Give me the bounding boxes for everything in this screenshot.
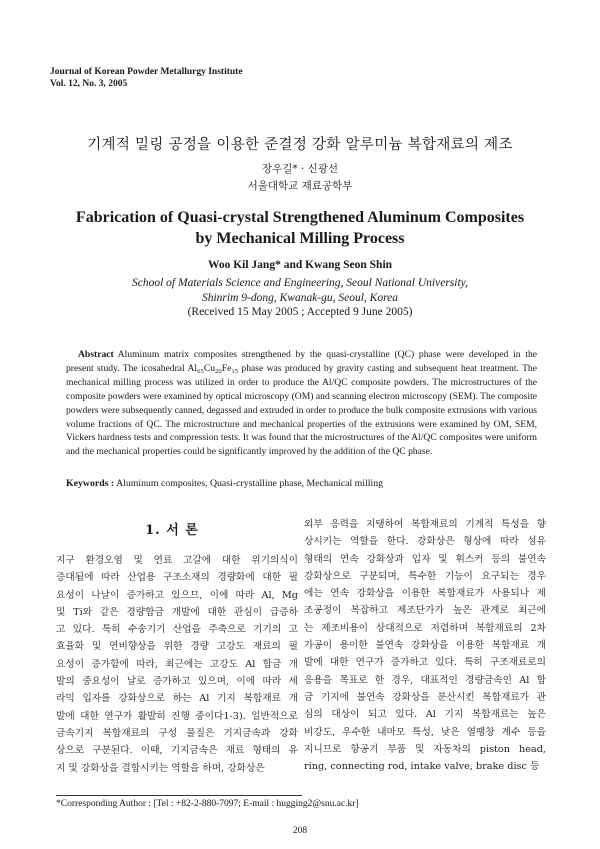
body-text-line: 지니므로 항공기 부품 및 자동차의 piston head, <box>304 743 546 755</box>
body-column-left <box>56 552 298 777</box>
english-affiliation <box>0 276 600 306</box>
keywords-text: Aluminum composites, Quasi-crystalline phase, Mechanical milling <box>114 478 383 489</box>
body-text-line: 가공이 용이한 불연속 강화상을 이용한 복합재료 개 <box>304 640 546 652</box>
body-text-line: 외부 응력을 지탱하여 복합재료의 기계적 특성을 향 <box>304 519 546 530</box>
body-text-line: 요성이 증가함에 따라, 최근에는 고강도 Al 합금 개 <box>56 658 298 670</box>
abstract-text-part-2: phase was produced by gravity casting and subsequent heat treatment. The mechanical milling process was utilized in order to produce the Al/QC composite powders. The microstructures of the composite powders were examined by optical microscopy (OM) and scanning electron microscopy (SEM). The composite powders were subsequently canned, degassed and extruded in order to produce the bulk composite extrusions with various volume fractions of QC. The microstructure and mechanical properties of the extrusions were examined by OM, SEM, Vickers hardness tests and compression tests. It was found that the microstructures of the Al/QC composites were uniform and the mechanical properties could be significantly improved by the addition of the QC phase. <box>66 362 537 458</box>
abstract-subscript-fe: 15 <box>231 367 239 375</box>
footnote-divider <box>56 795 302 796</box>
keywords-label: Keywords : <box>66 478 115 489</box>
body-text-line: 라믹 입자를 강화상으로 하는 Al 기지 복합재료 개 <box>56 693 298 705</box>
journal-header <box>50 66 243 90</box>
english-title <box>0 207 600 249</box>
body-text-line: 심의 대상이 되고 있다. Al 기지 복합재료는 높은 <box>304 709 546 721</box>
received-dates: (Received 15 May 2005 ; Accepted 9 June 2005) <box>187 306 413 318</box>
body-text-line: 비강도, 우수한 내마모 특성, 낮은 열팽창 계수 등을 <box>304 726 546 738</box>
korean-affiliation: 서울대학교 재료공학부 <box>247 180 353 192</box>
abstract-text-part-1: Aluminum matrix composites strengthened by the quasi-crystalline (QC) phase were developed in the present study. The icosahedral Al <box>66 349 537 374</box>
body-text-line: 발의 중요성이 날로 증가하고 있으며, 이에 따라 세 <box>56 676 298 688</box>
korean-authors: 장우길* · 신광선 <box>261 163 339 175</box>
body-text-line: 응용을 목표로 한 경우, 대표적인 경량금속인 Al 합 <box>304 674 546 686</box>
english-title-line-2: by Mechanical Milling Process <box>195 230 405 247</box>
body-text-line: 강화상으로 구분되며, 특수한 기능이 요구되는 경우 <box>304 570 546 582</box>
body-column-right <box>304 516 546 775</box>
body-text-line: 및 Ti와 같은 경량합금 개발에 대한 관심이 급증하 <box>56 606 298 618</box>
body-text-line: 고 있다. 특히 수송기기 산업을 주축으로 기기의 고 <box>56 624 298 636</box>
body-text-line: 지 및 강화상을 결합시키는 역할을 하며, 강화상은 <box>56 762 265 774</box>
body-text-line: 지구 환경오염 및 연료 고갈에 대한 위기의식이 <box>56 555 298 566</box>
abstract-subscript-cu: 20 <box>215 367 222 375</box>
body-text-line: 형태의 연속 강화상과 입자 및 휘스커 등의 불연속 <box>304 553 546 565</box>
english-title-line-1: Fabrication of Quasi-crystal Strengthened Aluminum Composites <box>75 209 525 226</box>
body-text-line: 요성이 나날이 증가하고 있으므, 이에 따라 Al, Mg <box>56 589 298 601</box>
abstract-cu: Cu <box>203 362 216 374</box>
body-text-line: 금속기지 복합재료의 구성 물질은 기지금속과 강화 <box>56 727 298 739</box>
page-number: 208 <box>292 826 308 836</box>
body-text-line: 발에 대한 연구가 활발히 진행 중이다1-3). 일반적으로 <box>56 710 298 722</box>
body-text-line: 금 기지에 불연속 강화상을 분산시킨 복합재료가 관 <box>304 691 546 703</box>
body-text-line: 상으로 구분된다. 이때, 기지금속은 재료 형태의 유 <box>56 745 298 757</box>
body-text-line: 조공정이 복잡하고 제조단가가 높은 관계로 최근에 <box>304 605 546 617</box>
body-text-line: ring, connecting rod, intake valve, brake disc 등 <box>304 761 540 773</box>
footnote-corresponding-author: *Corresponding Author : [Tel : +82-2-880-7097; E-mail : hugging2@snu.ac.kr] <box>56 799 359 809</box>
abstract-subscript-al: 65 <box>197 367 204 375</box>
journal-volume: Vol. 12, No. 3, 2005 <box>50 79 128 89</box>
section-heading-introduction: 1. 서 론 <box>145 523 199 538</box>
abstract-fe: Fe <box>221 362 232 374</box>
abstract <box>66 348 537 459</box>
korean-title: 기계적 밀링 공정을 이용한 준결정 강화 알루미늄 복합재료의 제조 <box>87 137 513 153</box>
body-text-line: 효율화 및 연비향상을 위한 경량 고강도 재료의 필 <box>56 641 298 653</box>
body-text-line: 발에 대한 연구가 증가하고 있다. 특히 구조재료로의 <box>304 657 546 669</box>
body-text-line: 는 제조비용이 상대적으로 저렴하며 복합재료의 2차 <box>304 622 546 634</box>
journal-name: Journal of Korean Powder Metallurgy Institute <box>50 67 243 77</box>
body-text-line: 상시키는 역할을 한다. 강화상은 형상에 따라 섬유 <box>304 536 546 548</box>
english-affiliation-line-2: Shinrim 9-dong, Kwanak-gu, Seoul, Korea <box>201 292 399 304</box>
body-text-line: 에는 연속 강화상을 이용한 복합재료가 사용되나 제 <box>304 588 546 600</box>
english-authors: Woo Kil Jang* and Kwang Seon Shin <box>207 259 393 271</box>
body-text-line: 증대됨에 따라 산업용 구조소재의 경량화에 대한 필 <box>56 572 298 584</box>
english-affiliation-line-1: School of Materials Science and Engineering, Seoul National University, <box>132 277 468 289</box>
abstract-label: Abstract <box>78 349 114 360</box>
keywords <box>66 478 546 489</box>
